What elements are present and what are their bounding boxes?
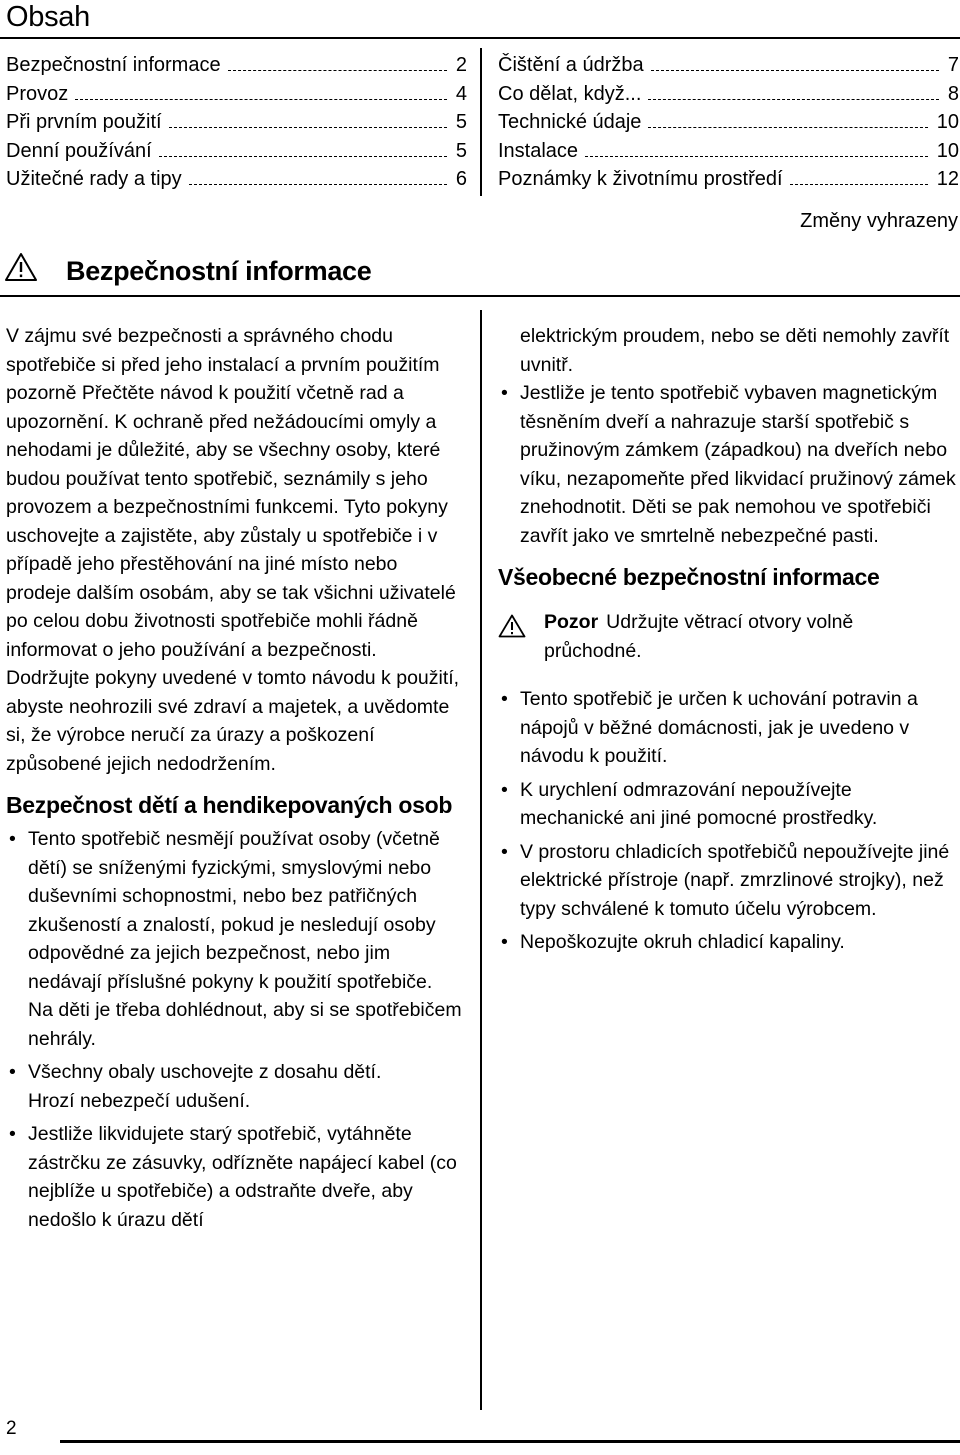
toc-entry <box>6 83 467 112</box>
toc-entry <box>6 168 467 197</box>
toc-page: 8 <box>947 82 959 105</box>
magnet-list <box>498 379 956 550</box>
list-item: • Nepoškozujte okruh chladicí kapaliny. <box>498 928 956 957</box>
toc-page: 5 <box>455 139 467 162</box>
list-item <box>6 825 466 1053</box>
toc-page: 12 <box>936 168 959 190</box>
toc-entry <box>498 111 959 140</box>
list-item-text: Na děti je třeba dohlédnout, aby si se spotřebičem nehrály. <box>28 999 462 1050</box>
toc-leader <box>651 56 939 71</box>
title-rule <box>0 37 960 39</box>
toc-leader <box>585 142 928 157</box>
list-item <box>6 1120 466 1234</box>
warning-text: Udržujte větrací otvory volně průchodné. <box>544 611 854 662</box>
toc-leader <box>228 56 447 71</box>
toc-page: 7 <box>947 54 959 76</box>
list-item <box>6 1058 466 1115</box>
general-safety-heading: Všeobecné bezpečnostní informace <box>498 564 880 590</box>
toc-leader <box>159 142 447 157</box>
toc-leader <box>189 170 447 185</box>
toc-page: 5 <box>455 111 467 133</box>
toc-leader <box>75 85 447 100</box>
intro-paragraph: Dodržujte pokyny uvedené v tomto návodu k použití, abyste neohrozili své zdraví a majetek, a uvědomte si, že výrobce neručí za úrazy a poškození způsobené jejich nedodržením. <box>6 667 460 775</box>
toc-label: Při prvním použití <box>6 111 162 133</box>
continuation-text: elektrickým proudem, nebo se děti nemohly zavřít uvnitř. <box>520 325 950 376</box>
section-rule <box>0 295 960 297</box>
toc-entry <box>498 140 959 169</box>
toc-label: Čištění a údržba <box>498 54 644 76</box>
warning-note <box>498 608 956 665</box>
left-column <box>6 322 466 1239</box>
section-title: Bezpečnostní informace <box>66 256 372 286</box>
toc-label: Bezpečnostní informace <box>6 54 221 76</box>
toc-entry <box>6 111 467 140</box>
toc-label: Provoz <box>6 82 69 105</box>
list-item: • K urychlení odmrazování nepoužívejte mechanické ani jiné pomocné prostředky. <box>498 776 956 833</box>
toc-page: 10 <box>936 111 959 133</box>
column-divider <box>480 48 482 196</box>
warning-label: Pozor <box>544 611 599 633</box>
page-title: Obsah <box>6 1 90 33</box>
list-item-text: Hrozí nebezpečí udušení. <box>28 1089 251 1112</box>
intro-paragraph: V zájmu své bezpečnosti a správného chodu spotřebiče si před jeho instalací a prvním použitím pozorně Přečtěte návod k použití včetně rad a upozornění. K ochraně před nežádoucími omyly a nehodami je důležité, aby se všechny osoby, které budou používat tento spotřebič, seznámily s jeho provozem a bezpečnostními funkcemi. Tyto pokyny uschovejte a zajistěte, aby zůstaly u spotřebiče i v případě jeho přestěhování na jiné místo nebo prodeje dalším osobám, aby se tak všichni uživatelé po celou dobu životnosti spotřebiče mohli řádně informovat o jeho používání a bezpečnosti. <box>6 325 456 661</box>
toc-right-column <box>498 54 959 197</box>
toc-left-column <box>6 54 467 197</box>
toc-page: 2 <box>455 54 467 76</box>
toc-entry <box>498 54 959 83</box>
toc-label: Poznámky k životnímu prostředí <box>498 168 783 190</box>
toc-page: 6 <box>455 168 467 190</box>
toc-label: Užitečné rady a tipy <box>6 168 182 190</box>
footer-rule <box>60 1440 960 1443</box>
toc-entry <box>498 83 959 112</box>
list-item-text: Všechny obaly uschovejte z dosahu dětí. <box>28 1061 382 1083</box>
toc-label: Co dělat, když... <box>498 82 642 105</box>
child-safety-heading: Bezpečnost dětí a hendikepovaných osob <box>6 792 453 818</box>
list-item-text: Tento spotřebič nesmějí používat osoby (včetně dětí) se sníženými fyzickými, smyslovými nebo duševními schopnostmi, nebo bez patřičných zkušeností a znalostí, pokud je nesledují osoby odpovědné za jejich bezpečnost, nebo jim nedávají příslušné pokyny k použití spotřebiče. <box>28 828 440 993</box>
toc-label: Denní používání <box>6 139 152 162</box>
list-item: • Tento spotřebič je určen k uchování potravin a nápojů v běžné domácnosti, jak je uvedeno v návodu k použití. <box>498 685 956 771</box>
list-item-text: Jestliže je tento spotřebič vybaven magnetickým těsněním dveří a nahrazuje starší spotřebič s pružinovým zámkem (západkou) na dveřích nebo víku, nezapomeňte před likvidací pružinový zámek znehodnotit. Děti se pak nemohou ve spotřebiči zavřít jako ve smrtelně nebezpečné pasti. <box>520 382 956 547</box>
list-item: • V prostoru chladicích spotřebičů nepoužívejte jiné elektrické přístroje (např. zmrzlinové strojky), než typy schválené k tomuto účelu výrobcem. <box>498 838 956 924</box>
toc-label: Technické údaje <box>498 111 642 133</box>
toc-leader <box>169 113 447 128</box>
general-safety-list <box>498 685 956 957</box>
right-column <box>498 322 956 962</box>
changes-note: Změny vyhrazeny <box>800 210 958 232</box>
toc-leader <box>648 113 927 128</box>
toc-page: 4 <box>455 82 467 105</box>
list-item <box>498 379 956 550</box>
toc-leader <box>648 85 938 100</box>
toc-entry <box>6 54 467 83</box>
column-divider <box>480 310 482 1410</box>
toc-leader <box>790 170 928 185</box>
toc-page: 10 <box>936 139 959 162</box>
toc-entry <box>6 140 467 169</box>
warning-triangle-icon <box>4 252 38 282</box>
page-number: 2 <box>6 1418 17 1439</box>
child-safety-list <box>6 825 466 1234</box>
list-item-text: Jestliže likvidujete starý spotřebič, vytáhněte zástrčku ze zásuvky, odřízněte napájecí kabel (co nejblíže u spotřebiče) a odstraňte dveře, aby nedošlo k úrazu dětí <box>28 1123 457 1231</box>
toc-entry <box>498 168 959 197</box>
warning-triangle-icon <box>498 614 526 638</box>
toc-label: Instalace <box>498 139 579 162</box>
